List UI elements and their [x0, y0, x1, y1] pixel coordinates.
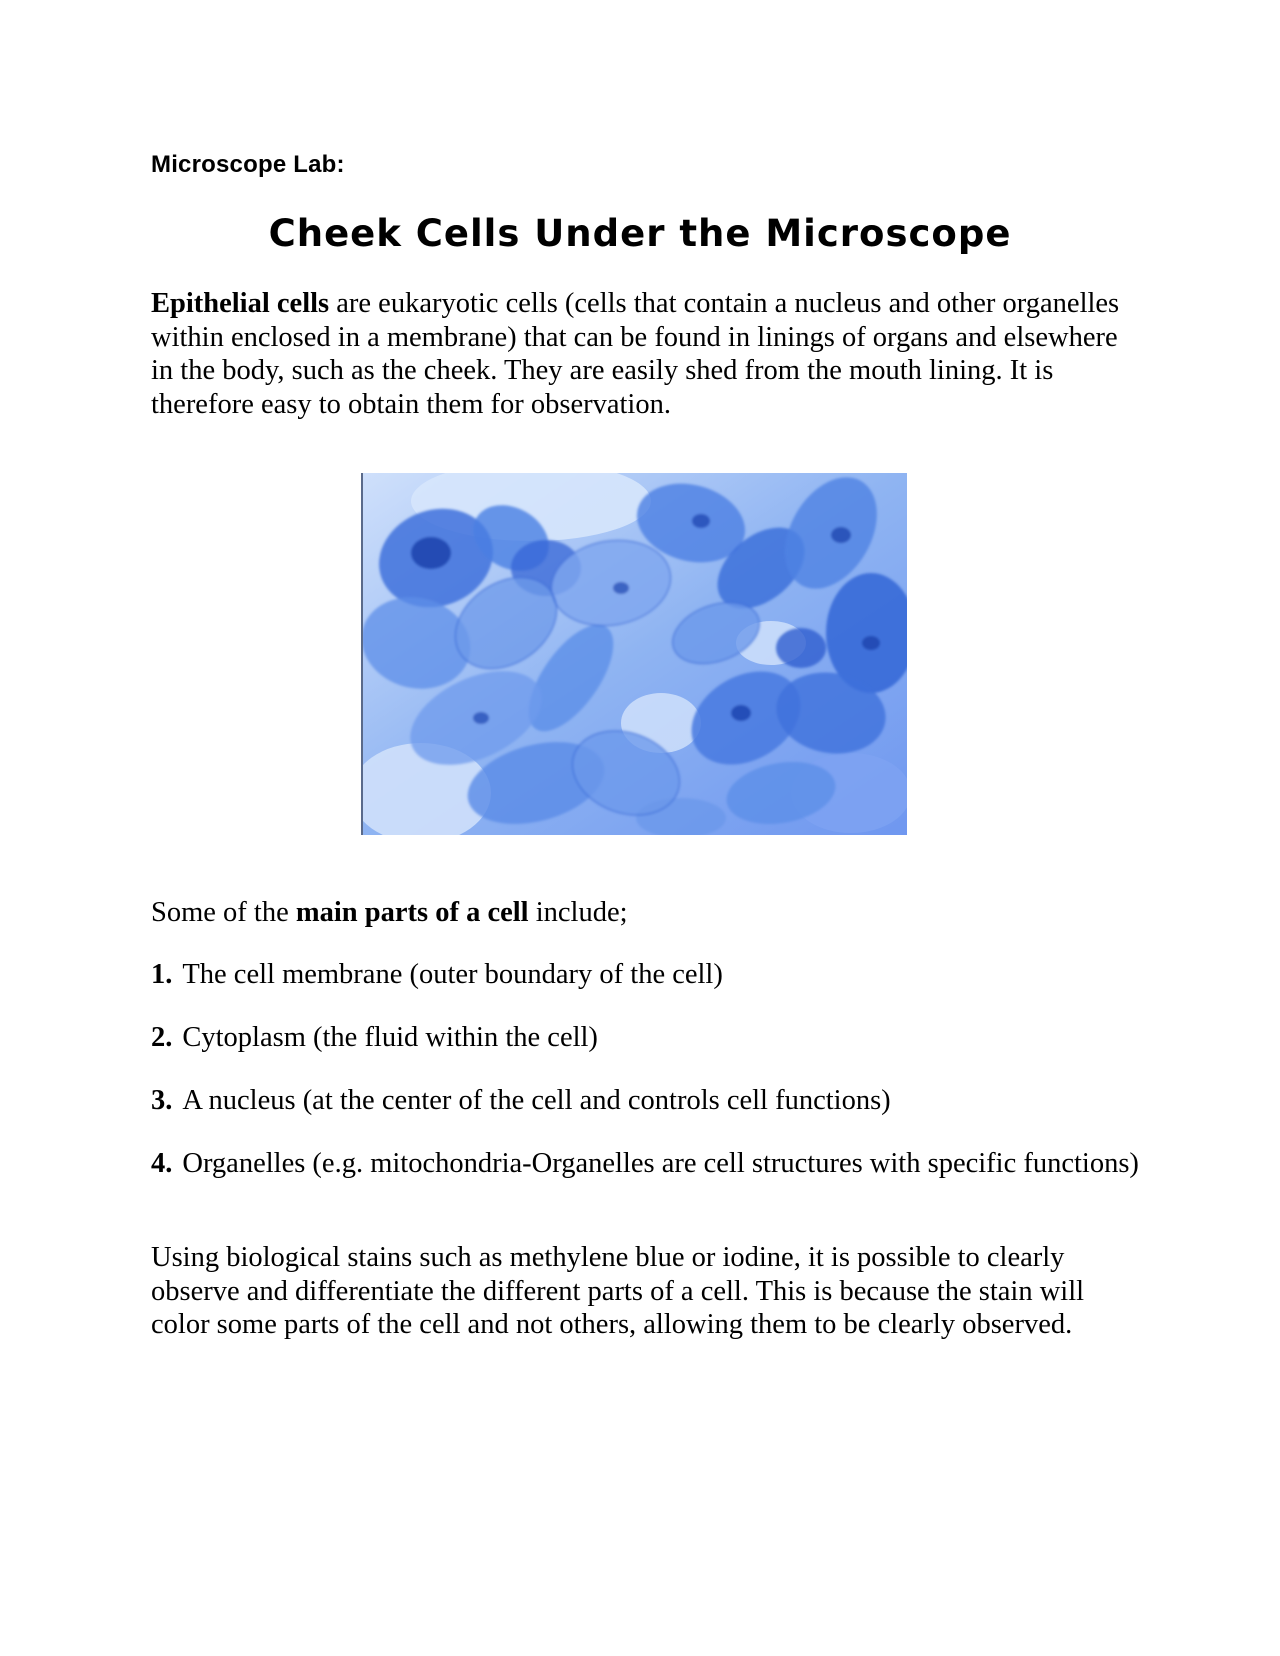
cell-nucleus: [862, 636, 880, 650]
parts-intro-prefix: Some of the: [151, 897, 296, 928]
cell-nucleus: [831, 527, 851, 543]
list-item-number: 3.: [151, 1085, 173, 1116]
intro-bold-term: Epithelial cells: [151, 288, 330, 319]
page-title: Cheek Cells Under the Microscope: [268, 212, 1012, 255]
lab-label: Microscope Lab:: [151, 151, 345, 178]
list-item-text: A nucleus (at the center of the cell and controls cell functions): [182, 1085, 891, 1116]
cell-nucleus: [613, 582, 629, 594]
parts-intro-bold: main parts of a cell: [295, 897, 529, 928]
cheek-cells-micrograph: [361, 473, 907, 835]
list-item: [151, 1147, 1141, 1180]
micrograph-svg: [361, 473, 907, 835]
list-item-text: The cell membrane (outer boundary of the cell): [182, 959, 723, 990]
cell-nucleus: [731, 705, 751, 721]
list-item: [151, 1021, 1141, 1054]
list-item-number: 2.: [151, 1022, 173, 1053]
intro-text: are eukaryotic cells (cells that contain a nucleus and other organelles within enclosed in a membrane) that can be found in linings of organs and elsewhere in the body, such as the cheek. They are easily shed from the mouth lining. It is therefore easy to obtain them for observation.: [151, 288, 1120, 420]
list-item-number: 1.: [151, 959, 173, 990]
list-item: [151, 1084, 1141, 1117]
parts-intro-suffix: include;: [528, 897, 628, 928]
cell: [776, 628, 826, 668]
cell-nucleus: [411, 537, 451, 569]
list-item-number: 4.: [151, 1148, 173, 1179]
conclusion-paragraph: Using biological stains such as methylene blue or iodine, it is possible to clearly observe and differentiate the different parts of a cell. This is because the stain will color some parts of the cell and not others, allowing them to be clearly observed.: [151, 1242, 1085, 1340]
parts-intro: [151, 896, 628, 930]
cell-parts-list: [151, 958, 1141, 1210]
list-item-text: Cytoplasm (the fluid within the cell): [182, 1022, 598, 1053]
intro-paragraph: [151, 287, 1141, 421]
cell-nucleus: [692, 514, 710, 528]
cell-nucleus: [473, 712, 489, 724]
list-item-text: Organelles (e.g. mitochondria-Organelles are cell structures with specific functions): [182, 1148, 1139, 1179]
list-item: [151, 958, 1141, 991]
